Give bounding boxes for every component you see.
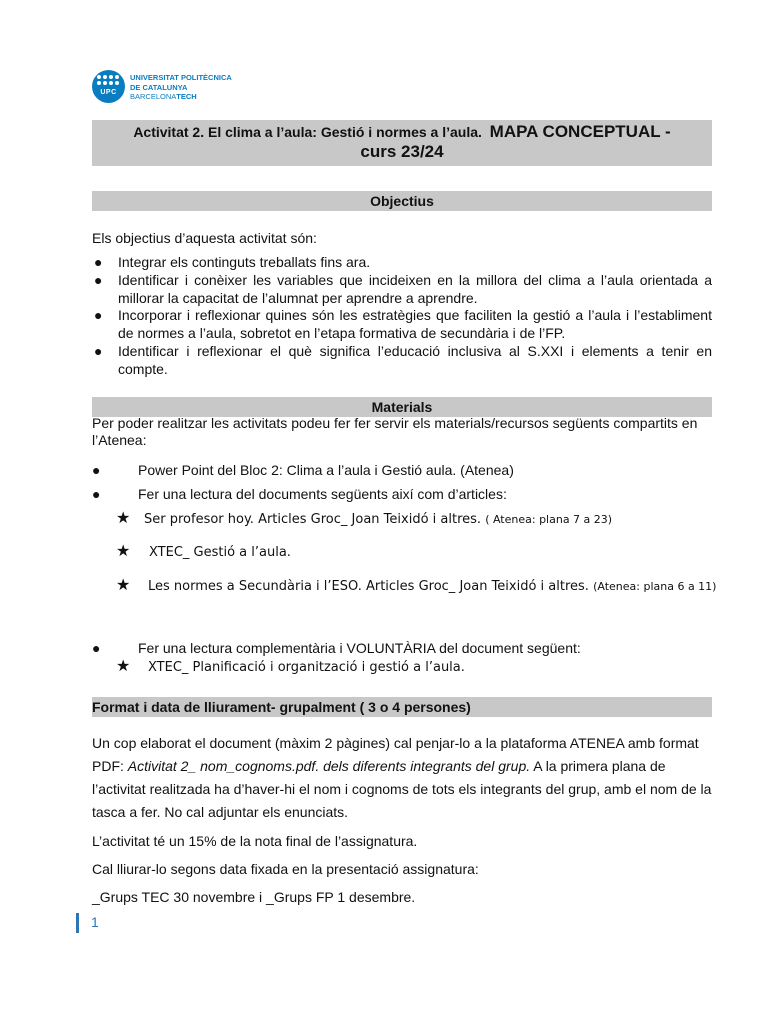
objectiu-item: ● Identificar i conèixer les variables que incideixen en la millora del clima a l’aula orientada a millorar la capacitat de l’alumnat per aprendre a aprendre.	[94, 272, 712, 306]
reading-item: ★ XTEC_ Planificació i organització i gestió a l’aula.	[116, 658, 465, 675]
bullet-icon: ●	[92, 462, 101, 478]
reading-item: ★ Ser profesor hoy. Articles Groc_ Joan Teixidó i altres. ( Atenea: plana 7 a 23)	[116, 510, 613, 527]
materials-bullet: ● Power Point del Bloc 2: Clima a l’aula i Gestió aula. (Atenea)	[92, 462, 514, 478]
format-heading: Format i data de lliurament- grupalment ( 3 o 4 persones)	[92, 697, 712, 717]
upc-logo-badge	[92, 70, 125, 103]
materials-bullet: ● Fer una lectura complementària i VOLUNTÀRIA del document següent:	[92, 640, 581, 656]
logo-wordmark	[130, 73, 232, 102]
title-part-1: Activitat 2. El clima a l’aula: Gestió i normes a l’aula.	[133, 124, 482, 140]
format-weight: L’activitat té un 15% de la nota final de l’assignatura.	[92, 833, 418, 849]
star-icon: ★	[116, 510, 131, 527]
title-part-2: MAPA CONCEPTUAL -	[489, 122, 671, 141]
star-icon: ★	[116, 543, 131, 560]
logo-badge-text: UPC	[100, 89, 117, 96]
materials-bullet: ● Fer una lectura del documents següents així com d’articles:	[92, 486, 507, 502]
bullet-icon: ●	[94, 307, 103, 323]
title-part-3: curs 23/24	[360, 142, 444, 161]
logo-line-1: UNIVERSITAT POLITÈCNICA	[130, 73, 232, 82]
bullet-icon: ●	[94, 272, 103, 288]
star-icon: ★	[116, 658, 131, 675]
bullet-icon: ●	[94, 343, 103, 359]
reading-item: ★ Les normes a Secundària i l’ESO. Articles Groc_ Joan Teixidó i altres. (Atenea: plana 6 a 11)	[116, 577, 717, 594]
upc-logo	[92, 70, 252, 104]
materials-heading: Materials	[92, 397, 712, 417]
objectiu-item: ● Identificar i reflexionar el què significa l’educació inclusiva al S.XXI i elements a tenir en compte.	[94, 343, 712, 377]
bullet-icon: ●	[94, 254, 103, 270]
objectiu-item: ● Incorporar i reflexionar quines són les estratègies que faciliten la gestió a l’aula i l’establiment de normes a l’aula, sobretot en l’etapa formativa de secundària i de l’FP.	[94, 307, 712, 341]
objectius-intro: Els objectius d’aquesta activitat són:	[92, 230, 317, 246]
page-number-bar	[76, 913, 79, 933]
logo-line-2: DE CATALUNYA	[130, 82, 188, 92]
reading-item: ★ XTEC_ Gestió a l’aula.	[116, 543, 291, 560]
objectiu-item: ● Integrar els continguts treballats fins ara.	[94, 254, 371, 270]
objectius-heading: Objectius	[92, 191, 712, 211]
format-paragraph: Un cop elaborat el document (màxim 2 pàgines) cal penjar-lo a la plataforma ATENEA amb format PDF: Activitat 2_ nom_cognoms.pdf. dels diferents integrants del grup. A la primera plana de l’activitat realitzada ha d’haver-hi el nom i cognoms de tots els integrants del grup, amb el nom de la tasca a fer. No cal adjuntar els enunciats.	[92, 735, 712, 820]
page-number: 1	[91, 914, 99, 930]
bullet-icon: ●	[92, 640, 101, 656]
format-deadline-intro: Cal lliurar-lo segons data fixada en la presentació assignatura:	[92, 861, 479, 877]
star-icon: ★	[116, 577, 131, 594]
logo-dots-icon	[96, 74, 121, 90]
format-deadline-dates: _Grups TEC 30 novembre i _Grups FP 1 desembre.	[92, 889, 416, 905]
materials-intro: Per poder realitzar les activitats podeu fer fer servir els materials/recursos següents compartits en l’Atenea:	[92, 415, 698, 448]
document-title	[92, 120, 712, 166]
logo-line-3: BARCELONATECH	[130, 92, 197, 101]
bullet-icon: ●	[92, 486, 101, 502]
